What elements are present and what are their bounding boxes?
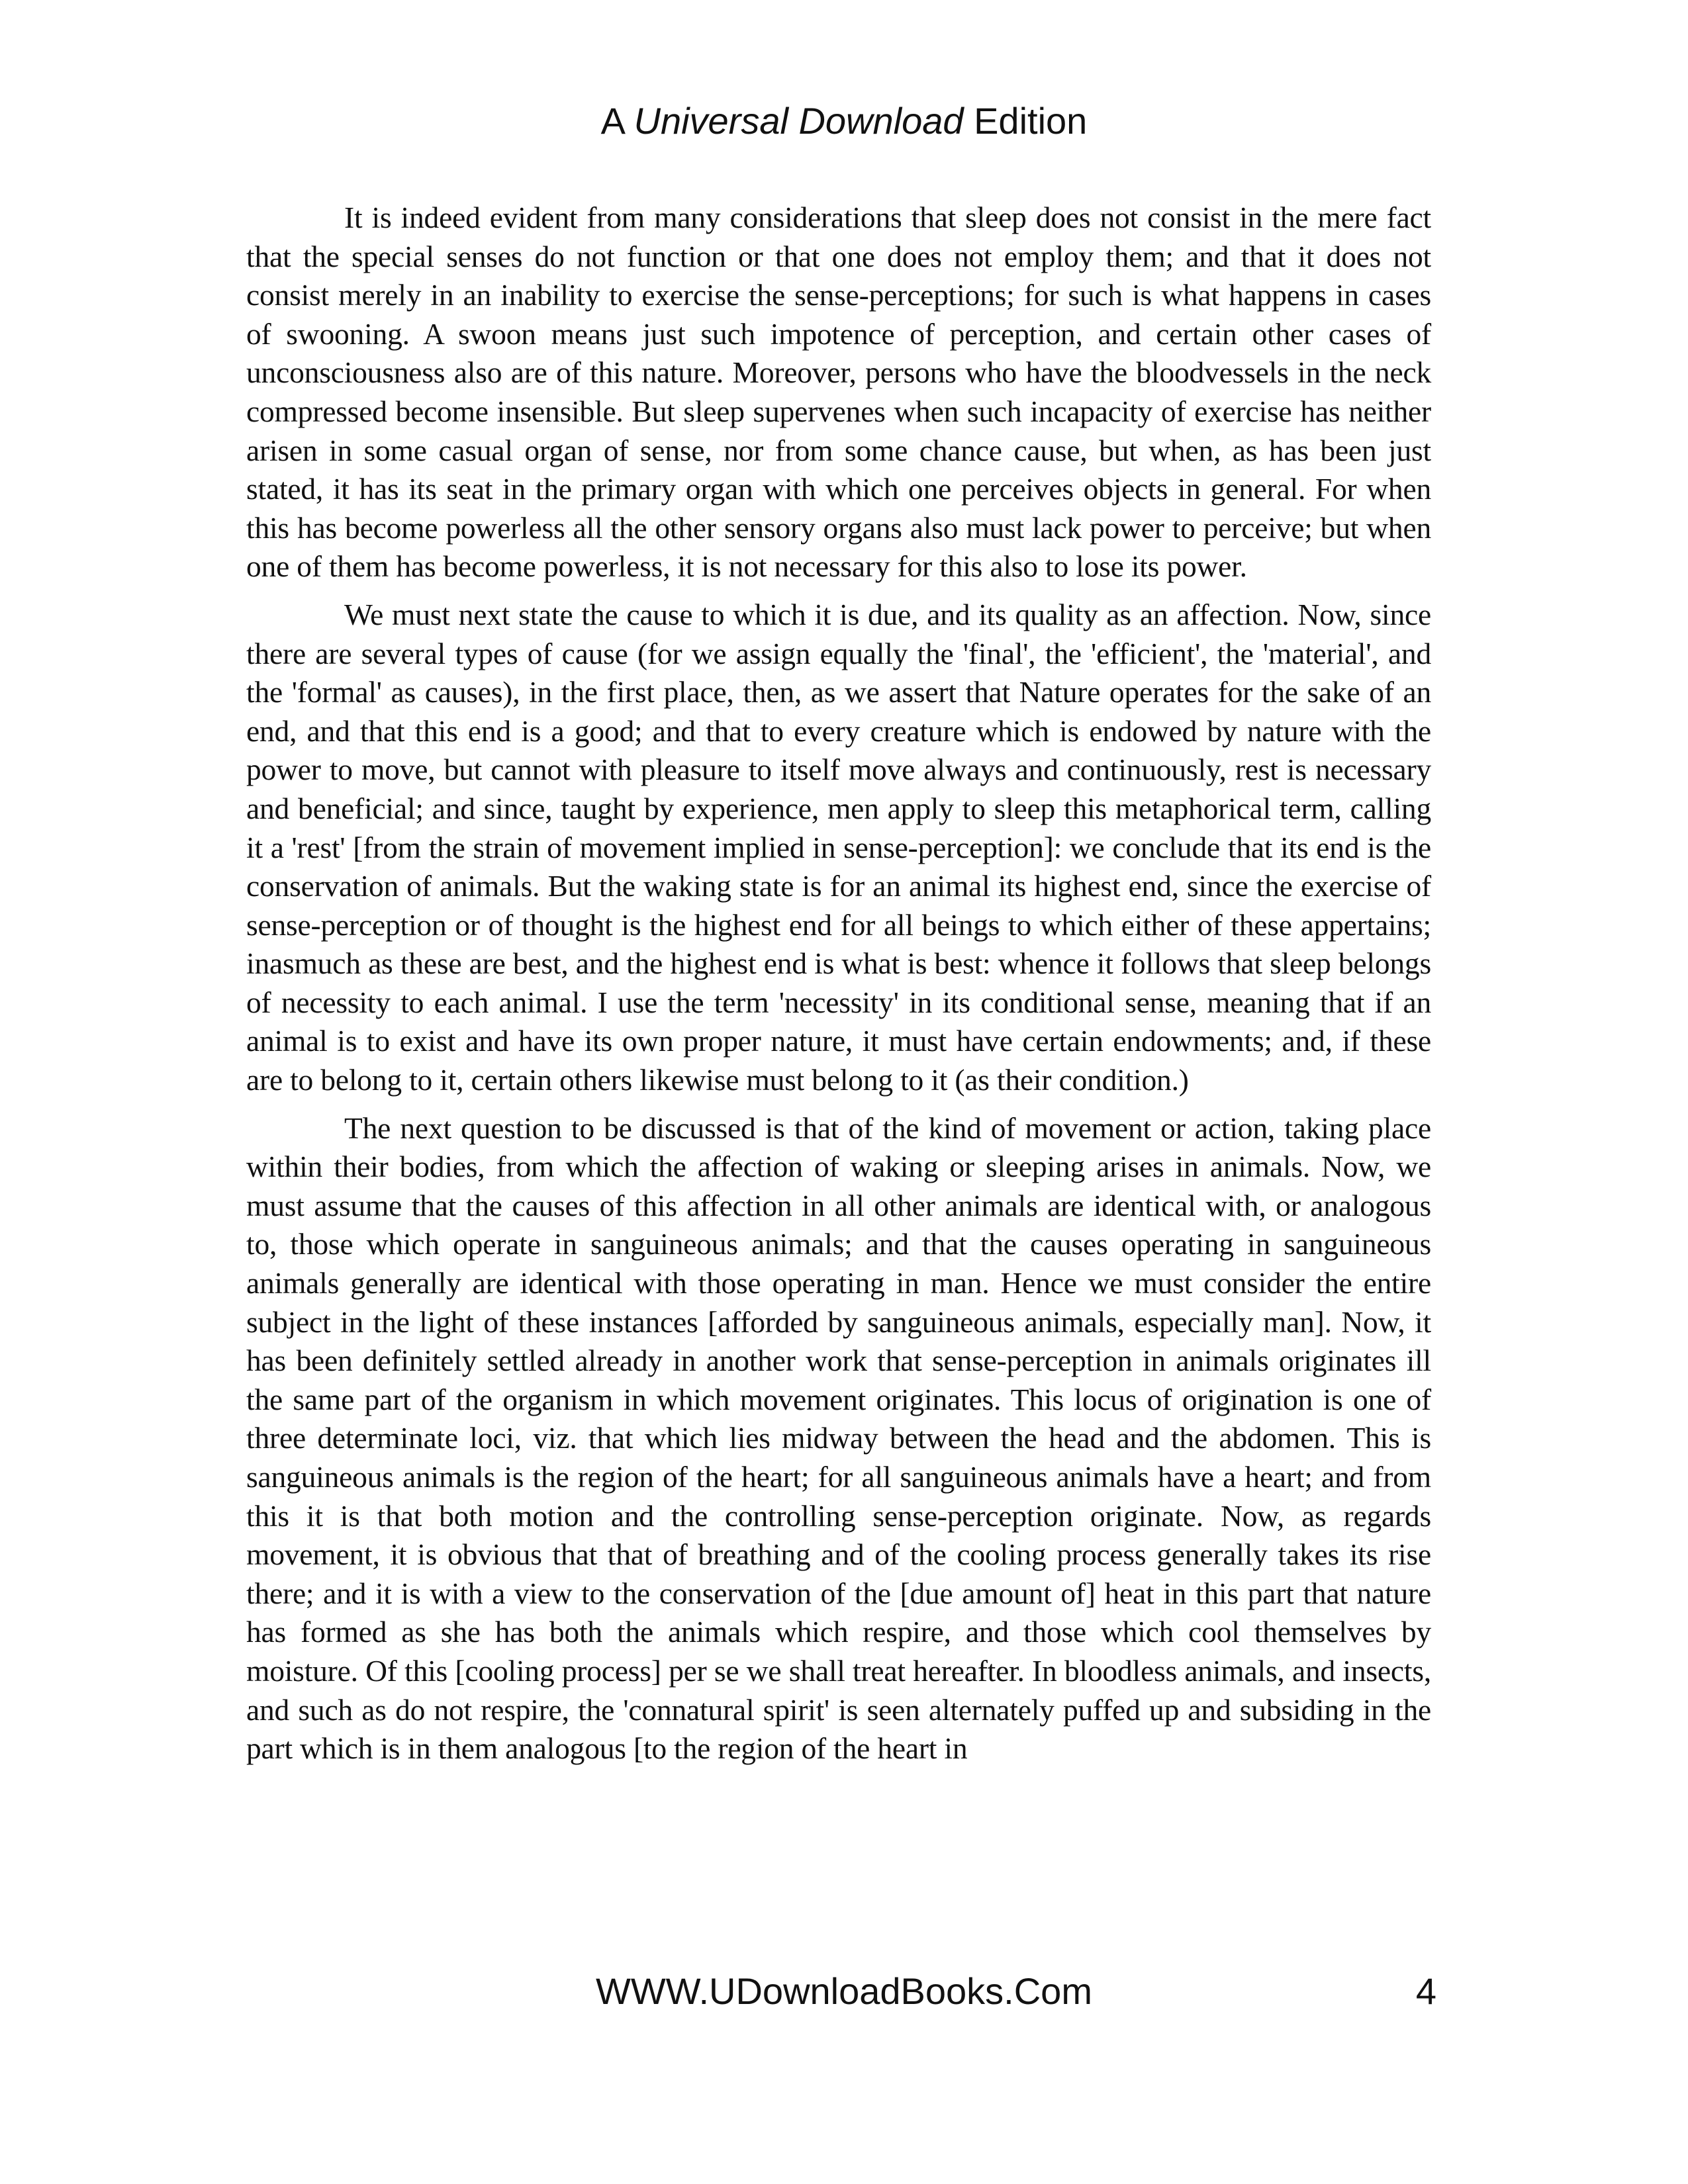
page-number: 4	[1415, 1970, 1436, 2012]
paragraph-3: The next question to be discussed is that of the kind of movement or action, taking place within their bodies, from which the affection of waking or sleeping arises in animals. Now, we must assume that the causes of this affection in all other animals are identical with, or analogous to, those which operate in sanguineous animals; and that the causes operating in sanguineous animals generally are identical with those operating in man. Hence we must consider the entire subject in the light of these instances [afforded by sanguineous animals, especially man]. Now, it has been definitely settled already in another work that sense-perception in animals originates ill the same part of the organism in which movement originates. This locus of origination is one of three determinate loci, viz. that which lies midway between the head and the abdomen. This is sanguineous animals is the region of the heart; for all sanguineous animals have a heart; and from this it is that both motion and the controlling sense-perception originate. Now, as regards movement, it is obvious that that of breathing and of the cooling process generally takes its rise there; and it is with a view to the conservation of the [due amount of] heat in this part that nature has formed as she has both the animals which respire, and those which cool themselves by moisture. Of this [cooling process] per se we shall treat hereafter. In bloodless animals, and insects, and such as do not respire, the 'connatural spirit' is seen alternately puffed up and subsiding in the part which is in them analogous [to the region of the heart in	[246, 1111, 1431, 1766]
body-text	[246, 199, 1431, 1778]
footer-url: WWW.UDownloadBooks.Com	[596, 1970, 1092, 2012]
paragraph-1: It is indeed evident from many considerations that sleep does not consist in the mere fact that the special senses do not function or that one does not employ them; and that it does not consist merely in an inability to exercise the sense-perceptions; for such is what happens in cases of swooning. A swoon means just such impotence of perception, and certain other cases of unconsciousness also are of this nature. Moreover, persons who have the bloodvessels in the neck compressed become insensible. But sleep supervenes when such incapacity of exercise has neither arisen in some casual organ of sense, nor from some chance cause, but when, as has been just stated, it has its seat in the primary organ with which one perceives objects in general. For when this has become powerless all the other sensory organs also must lack power to perceive; but when one of them has become powerless, it is not necessary for this also to lose its power.	[246, 201, 1431, 584]
header-suffix: Edition	[974, 100, 1088, 142]
page-header	[0, 98, 1688, 144]
header-italic-title: Universal Download	[633, 100, 964, 142]
header-prefix: A	[600, 100, 624, 142]
paragraph-2: We must next state the cause to which it is due, and its quality as an affection. Now, since there are several types of cause (for we assign equally the 'final', the 'efficient', the 'material', and the 'formal' as causes), in the first place, then, as we assert that Nature operates for the sake of an end, and that this end is a good; and that to every creature which is endowed by nature with the power to move, but cannot with pleasure to itself move always and continuously, rest is necessary and beneficial; and since, taught by experience, men apply to sleep this metaphorical term, calling it a 'rest' [from the strain of movement implied in sense-perception]: we conclude that its end is the conservation of animals. But the waking state is for an animal its highest end, since the exercise of sense-perception or of thought is the highest end for all beings to which either of these appertains; inasmuch as these are best, and the highest end is what is best: whence it follows that sleep belongs of necessity to each animal. I use the term 'necessity' in its conditional sense, meaning that if an animal is to exist and have its own proper nature, it must have certain endowments; and, if these are to belong to it, certain others likewise must belong to it (as their condition.)	[246, 597, 1431, 1097]
